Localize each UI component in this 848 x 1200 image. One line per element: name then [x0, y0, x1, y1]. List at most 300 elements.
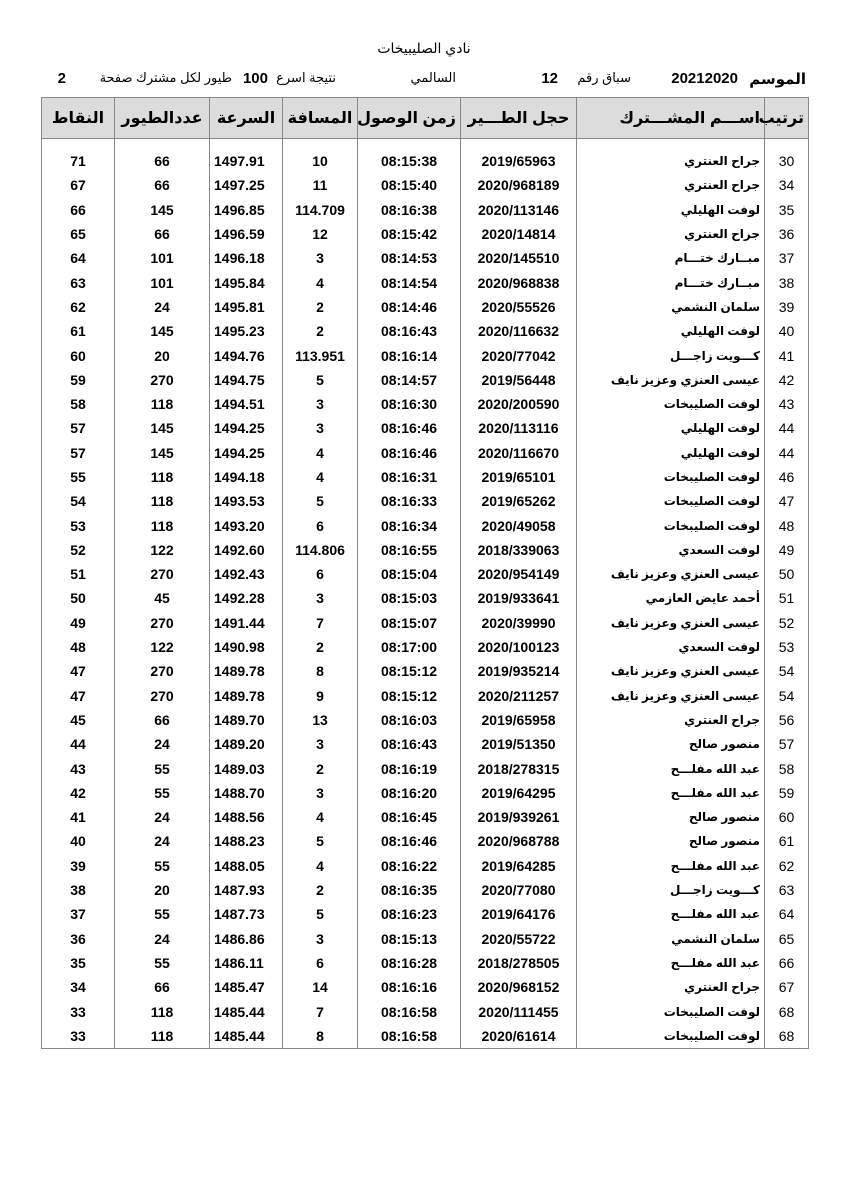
- cell-distance: 5: [283, 902, 358, 926]
- cell-count: 55: [115, 781, 210, 805]
- cell-name: جراح العنتري: [577, 222, 765, 246]
- cell-distance: 6: [283, 562, 358, 586]
- cell-distance: 9: [283, 684, 358, 708]
- cell-rank: 61: [765, 829, 809, 853]
- cell-arrival: 08:15:13: [358, 927, 461, 951]
- col-header-distance: المسافة: [283, 98, 358, 139]
- cell-count: 66: [115, 708, 210, 732]
- cell-arrival: 08:17:00: [358, 635, 461, 659]
- cell-ring: 2019/933641: [461, 586, 577, 610]
- cell-points: 41: [42, 805, 115, 829]
- cell-count: 55: [115, 854, 210, 878]
- cell-arrival: 08:14:46: [358, 295, 461, 319]
- cell-arrival: 08:16:28: [358, 951, 461, 975]
- table-row: [42, 562, 809, 586]
- cell-speed: 1494.51: [210, 392, 283, 416]
- cell-name: كـــويت زاجـــل: [577, 343, 765, 367]
- cell-name: لوفت الهليلي: [577, 198, 765, 222]
- cell-name: عبد الله مفلـــح: [577, 902, 765, 926]
- cell-ring: 2020/968788: [461, 829, 577, 853]
- cell-points: 53: [42, 513, 115, 537]
- table-row: [42, 805, 809, 829]
- cell-points: 62: [42, 295, 115, 319]
- cell-distance: 8: [283, 659, 358, 683]
- cell-count: 270: [115, 659, 210, 683]
- cell-name: جراح العنتري: [577, 149, 765, 173]
- table-row: [42, 198, 809, 222]
- cell-distance: 12: [283, 222, 358, 246]
- cell-distance: 4: [283, 270, 358, 294]
- table-row: [42, 586, 809, 610]
- cell-distance: 3: [283, 781, 358, 805]
- cell-distance: 6: [283, 513, 358, 537]
- cell-points: 54: [42, 489, 115, 513]
- cell-arrival: 08:16:43: [358, 732, 461, 756]
- cell-count: 145: [115, 441, 210, 465]
- table-row: [42, 173, 809, 197]
- cell-ring: 2020/77042: [461, 343, 577, 367]
- table-row: [42, 902, 809, 926]
- cell-ring: 2020/211257: [461, 684, 577, 708]
- cell-arrival: 08:15:12: [358, 659, 461, 683]
- cell-name: عبد الله مفلـــح: [577, 781, 765, 805]
- cell-speed: 1487.73: [210, 902, 283, 926]
- cell-name: لوفت الصليبخات: [577, 1024, 765, 1049]
- col-header-rank: ترتيب: [765, 98, 809, 139]
- cell-ring: 2020/968152: [461, 975, 577, 999]
- cell-rank: 60: [765, 805, 809, 829]
- table-row: [42, 854, 809, 878]
- cell-arrival: 08:16:34: [358, 513, 461, 537]
- cell-distance: 5: [283, 829, 358, 853]
- table-row: [42, 1024, 809, 1049]
- cell-arrival: 08:15:07: [358, 611, 461, 635]
- cell-ring: 2019/64295: [461, 781, 577, 805]
- cell-distance: 113.951: [283, 343, 358, 367]
- cell-ring: 2019/939261: [461, 805, 577, 829]
- cell-points: 43: [42, 756, 115, 780]
- cell-ring: 2019/64176: [461, 902, 577, 926]
- cell-speed: 1485.44: [210, 999, 283, 1023]
- cell-name: مبــارك ختـــام: [577, 246, 765, 270]
- cell-rank: 47: [765, 489, 809, 513]
- cell-rank: 40: [765, 319, 809, 343]
- cell-speed: 1496.85: [210, 198, 283, 222]
- cell-distance: 13: [283, 708, 358, 732]
- table-row: [42, 659, 809, 683]
- cell-distance: 5: [283, 368, 358, 392]
- table-row: [42, 319, 809, 343]
- cell-speed: 1486.11: [210, 951, 283, 975]
- cell-count: 118: [115, 1024, 210, 1049]
- cell-points: 40: [42, 829, 115, 853]
- cell-points: 65: [42, 222, 115, 246]
- cell-count: 20: [115, 878, 210, 902]
- cell-count: 122: [115, 538, 210, 562]
- cell-points: 45: [42, 708, 115, 732]
- cell-rank: 63: [765, 878, 809, 902]
- cell-ring: 2020/55722: [461, 927, 577, 951]
- table-row: [42, 756, 809, 780]
- cell-distance: 14: [283, 975, 358, 999]
- cell-rank: 38: [765, 270, 809, 294]
- col-header-ring: حجل الطـــير: [461, 98, 577, 139]
- cell-ring: 2019/64285: [461, 854, 577, 878]
- cell-rank: 41: [765, 343, 809, 367]
- cell-distance: 2: [283, 295, 358, 319]
- cell-arrival: 08:15:38: [358, 149, 461, 173]
- cell-distance: 114.709: [283, 198, 358, 222]
- season-label: الموسم: [749, 71, 806, 88]
- cell-arrival: 08:16:16: [358, 975, 461, 999]
- cell-speed: 1492.60: [210, 538, 283, 562]
- table-row: [42, 416, 809, 440]
- cell-speed: 1492.43: [210, 562, 283, 586]
- cell-distance: 6: [283, 951, 358, 975]
- cell-ring: 2020/113146: [461, 198, 577, 222]
- cell-rank: 39: [765, 295, 809, 319]
- cell-rank: 30: [765, 149, 809, 173]
- club-title: نادي الصليبيخات: [377, 40, 471, 56]
- cell-count: 270: [115, 684, 210, 708]
- cell-count: 270: [115, 368, 210, 392]
- cell-points: 63: [42, 270, 115, 294]
- cell-ring: 2019/56448: [461, 368, 577, 392]
- cell-speed: 1488.23: [210, 829, 283, 853]
- cell-count: 145: [115, 198, 210, 222]
- cell-arrival: 08:16:19: [358, 756, 461, 780]
- cell-name: جراح العنتري: [577, 708, 765, 732]
- cell-rank: 59: [765, 781, 809, 805]
- table-row: [42, 975, 809, 999]
- cell-points: 42: [42, 781, 115, 805]
- cell-count: 145: [115, 319, 210, 343]
- cell-speed: 1491.44: [210, 611, 283, 635]
- cell-speed: 1489.78: [210, 684, 283, 708]
- cell-speed: 1494.25: [210, 441, 283, 465]
- cell-distance: 2: [283, 319, 358, 343]
- cell-name: لوفت الهليلي: [577, 319, 765, 343]
- cell-name: عيسى العنزي وعزيز نايف: [577, 562, 765, 586]
- cell-rank: 66: [765, 951, 809, 975]
- cell-speed: 1496.18: [210, 246, 283, 270]
- col-header-arrival: زمن الوصول: [358, 98, 461, 139]
- cell-rank: 56: [765, 708, 809, 732]
- cell-ring: 2020/113116: [461, 416, 577, 440]
- race-label: سباق رقم: [577, 70, 631, 85]
- cell-rank: 35: [765, 198, 809, 222]
- cell-speed: 1485.44: [210, 1024, 283, 1049]
- birds-label: طيور لكل مشترك صفحة: [99, 70, 232, 85]
- cell-name: عيسى العنزي وعزيز نايف: [577, 611, 765, 635]
- cell-count: 270: [115, 562, 210, 586]
- cell-count: 118: [115, 465, 210, 489]
- cell-arrival: 08:16:45: [358, 805, 461, 829]
- cell-rank: 53: [765, 635, 809, 659]
- cell-name: لوفت الهليلي: [577, 416, 765, 440]
- table-row: [42, 392, 809, 416]
- cell-arrival: 08:14:53: [358, 246, 461, 270]
- table-row: [42, 538, 809, 562]
- col-header-count: عددالطيور: [115, 98, 210, 139]
- table-row: [42, 368, 809, 392]
- race-info-bar: [50, 70, 806, 90]
- cell-points: 55: [42, 465, 115, 489]
- cell-points: 59: [42, 368, 115, 392]
- cell-speed: 1488.05: [210, 854, 283, 878]
- cell-arrival: 08:16:58: [358, 999, 461, 1023]
- cell-rank: 48: [765, 513, 809, 537]
- cell-ring: 2019/65963: [461, 149, 577, 173]
- cell-ring: 2020/55526: [461, 295, 577, 319]
- cell-arrival: 08:16:33: [358, 489, 461, 513]
- cell-name: منصور صالح: [577, 805, 765, 829]
- cell-arrival: 08:16:31: [358, 465, 461, 489]
- table-row: [42, 684, 809, 708]
- cell-rank: 50: [765, 562, 809, 586]
- cell-ring: 2019/51350: [461, 732, 577, 756]
- cell-rank: 58: [765, 756, 809, 780]
- cell-rank: 49: [765, 538, 809, 562]
- table-row: [42, 441, 809, 465]
- cell-points: 60: [42, 343, 115, 367]
- cell-arrival: 08:15:12: [358, 684, 461, 708]
- cell-ring: 2020/968838: [461, 270, 577, 294]
- cell-count: 55: [115, 951, 210, 975]
- cell-points: 33: [42, 999, 115, 1023]
- table-row: [42, 999, 809, 1023]
- cell-name: عبد الله مفلـــح: [577, 951, 765, 975]
- cell-distance: 114.806: [283, 538, 358, 562]
- cell-speed: 1488.70: [210, 781, 283, 805]
- cell-name: لوفت الصليبخات: [577, 513, 765, 537]
- cell-speed: 1493.53: [210, 489, 283, 513]
- cell-name: عيسى العنزي وعزيز نايف: [577, 368, 765, 392]
- table-row: [42, 149, 809, 173]
- cell-arrival: 08:15:04: [358, 562, 461, 586]
- table-row: [42, 246, 809, 270]
- cell-ring: 2020/14814: [461, 222, 577, 246]
- table-row: [42, 611, 809, 635]
- cell-distance: 7: [283, 999, 358, 1023]
- cell-count: 118: [115, 513, 210, 537]
- cell-points: 47: [42, 684, 115, 708]
- cell-points: 52: [42, 538, 115, 562]
- table-row: [42, 951, 809, 975]
- cell-arrival: 08:15:03: [358, 586, 461, 610]
- cell-arrival: 08:16:20: [358, 781, 461, 805]
- cell-points: 38: [42, 878, 115, 902]
- cell-count: 118: [115, 489, 210, 513]
- cell-points: 44: [42, 732, 115, 756]
- cell-name: سلمان النشمي: [577, 927, 765, 951]
- cell-ring: 2019/65101: [461, 465, 577, 489]
- cell-ring: 2019/935214: [461, 659, 577, 683]
- cell-ring: 2019/65958: [461, 708, 577, 732]
- cell-arrival: 08:16:55: [358, 538, 461, 562]
- cell-arrival: 08:16:46: [358, 829, 461, 853]
- cell-rank: 64: [765, 902, 809, 926]
- cell-rank: 34: [765, 173, 809, 197]
- cell-arrival: 08:16:30: [358, 392, 461, 416]
- cell-count: 24: [115, 732, 210, 756]
- cell-count: 55: [115, 756, 210, 780]
- cell-speed: 1494.25: [210, 416, 283, 440]
- cell-points: 48: [42, 635, 115, 659]
- cell-count: 66: [115, 975, 210, 999]
- cell-speed: 1489.70: [210, 708, 283, 732]
- cell-arrival: 08:16:35: [358, 878, 461, 902]
- cell-ring: 2018/278505: [461, 951, 577, 975]
- cell-speed: 1494.75: [210, 368, 283, 392]
- cell-ring: 2020/954149: [461, 562, 577, 586]
- cell-count: 66: [115, 173, 210, 197]
- table-row: [42, 465, 809, 489]
- cell-speed: 1489.03: [210, 756, 283, 780]
- cell-rank: 62: [765, 854, 809, 878]
- cell-name: كـــويت زاجـــل: [577, 878, 765, 902]
- col-header-speed: السرعة: [210, 98, 283, 139]
- cell-points: 35: [42, 951, 115, 975]
- cell-arrival: 08:15:42: [358, 222, 461, 246]
- cell-name: لوفت الصليبخات: [577, 465, 765, 489]
- cell-arrival: 08:16:14: [358, 343, 461, 367]
- race-location: السالمي: [410, 70, 456, 85]
- cell-speed: 1495.81: [210, 295, 283, 319]
- table-row: [42, 829, 809, 853]
- cell-speed: 1488.56: [210, 805, 283, 829]
- cell-rank: 54: [765, 659, 809, 683]
- cell-points: 57: [42, 416, 115, 440]
- table-row: [42, 222, 809, 246]
- table-row: [42, 781, 809, 805]
- cell-rank: 43: [765, 392, 809, 416]
- cell-speed: 1495.84: [210, 270, 283, 294]
- cell-arrival: 08:16:43: [358, 319, 461, 343]
- cell-name: أحمد عايض العازمي: [577, 586, 765, 610]
- cell-name: جراح العنتري: [577, 975, 765, 999]
- cell-count: 55: [115, 902, 210, 926]
- cell-name: لوفت الصليبخات: [577, 392, 765, 416]
- cell-arrival: 08:16:03: [358, 708, 461, 732]
- cell-distance: 3: [283, 246, 358, 270]
- cell-distance: 2: [283, 878, 358, 902]
- cell-points: 39: [42, 854, 115, 878]
- cell-points: 64: [42, 246, 115, 270]
- cell-distance: 5: [283, 489, 358, 513]
- cell-count: 101: [115, 246, 210, 270]
- cell-distance: 3: [283, 927, 358, 951]
- cell-rank: 68: [765, 999, 809, 1023]
- cell-count: 66: [115, 149, 210, 173]
- cell-rank: 67: [765, 975, 809, 999]
- col-header-points: النقاط: [42, 98, 115, 139]
- cell-name: جراح العنتري: [577, 173, 765, 197]
- cell-rank: 54: [765, 684, 809, 708]
- season-value: 20212020: [671, 70, 738, 87]
- cell-ring: 2018/278315: [461, 756, 577, 780]
- cell-arrival: 08:14:57: [358, 368, 461, 392]
- cell-name: منصور صالح: [577, 732, 765, 756]
- cell-ring: 2019/65262: [461, 489, 577, 513]
- table-row: [42, 513, 809, 537]
- cell-rank: 42: [765, 368, 809, 392]
- table-row: [42, 635, 809, 659]
- cell-arrival: 08:16:46: [358, 416, 461, 440]
- cell-speed: 1492.28: [210, 586, 283, 610]
- table-row: [42, 270, 809, 294]
- cell-points: 37: [42, 902, 115, 926]
- cell-count: 24: [115, 927, 210, 951]
- cell-speed: 1496.59: [210, 222, 283, 246]
- cell-speed: 1493.20: [210, 513, 283, 537]
- cell-points: 51: [42, 562, 115, 586]
- cell-name: عيسى العنزي وعزيز نايف: [577, 659, 765, 683]
- race-number: 12: [541, 70, 558, 87]
- cell-rank: 36: [765, 222, 809, 246]
- cell-rank: 68: [765, 1024, 809, 1049]
- cell-points: 61: [42, 319, 115, 343]
- table-row: [42, 708, 809, 732]
- cell-ring: 2020/39990: [461, 611, 577, 635]
- cell-points: 47: [42, 659, 115, 683]
- table-row: [42, 343, 809, 367]
- cell-distance: 3: [283, 392, 358, 416]
- cell-distance: 4: [283, 441, 358, 465]
- cell-count: 24: [115, 829, 210, 853]
- cell-speed: 1486.86: [210, 927, 283, 951]
- cell-rank: 57: [765, 732, 809, 756]
- cell-speed: 1487.93: [210, 878, 283, 902]
- cell-rank: 52: [765, 611, 809, 635]
- results-table: [41, 97, 809, 1049]
- cell-name: لوفت السعدي: [577, 635, 765, 659]
- cell-ring: 2020/145510: [461, 246, 577, 270]
- cell-ring: 2020/100123: [461, 635, 577, 659]
- cell-ring: 2020/49058: [461, 513, 577, 537]
- cell-count: 118: [115, 999, 210, 1023]
- cell-distance: 10: [283, 149, 358, 173]
- cell-count: 24: [115, 295, 210, 319]
- cell-count: 145: [115, 416, 210, 440]
- cell-name: عيسى العنزي وعزيز نايف: [577, 684, 765, 708]
- cell-points: 50: [42, 586, 115, 610]
- cell-count: 118: [115, 392, 210, 416]
- birds-count: 100: [242, 70, 268, 87]
- cell-speed: 1485.47: [210, 975, 283, 999]
- cell-count: 45: [115, 586, 210, 610]
- cell-points: 71: [42, 149, 115, 173]
- cell-name: مبــارك ختـــام: [577, 270, 765, 294]
- table-header-row: [42, 98, 809, 139]
- cell-distance: 3: [283, 732, 358, 756]
- cell-ring: 2020/77080: [461, 878, 577, 902]
- cell-count: 101: [115, 270, 210, 294]
- cell-name: عبد الله مفلـــح: [577, 854, 765, 878]
- table-row: [42, 878, 809, 902]
- cell-distance: 11: [283, 173, 358, 197]
- cell-name: لوفت السعدي: [577, 538, 765, 562]
- cell-speed: 1497.25: [210, 173, 283, 197]
- cell-points: 57: [42, 441, 115, 465]
- results-body: [42, 139, 809, 1049]
- cell-ring: 2018/339063: [461, 538, 577, 562]
- cell-ring: 2020/111455: [461, 999, 577, 1023]
- cell-points: 34: [42, 975, 115, 999]
- cell-points: 66: [42, 198, 115, 222]
- cell-speed: 1497.91: [210, 149, 283, 173]
- cell-count: 20: [115, 343, 210, 367]
